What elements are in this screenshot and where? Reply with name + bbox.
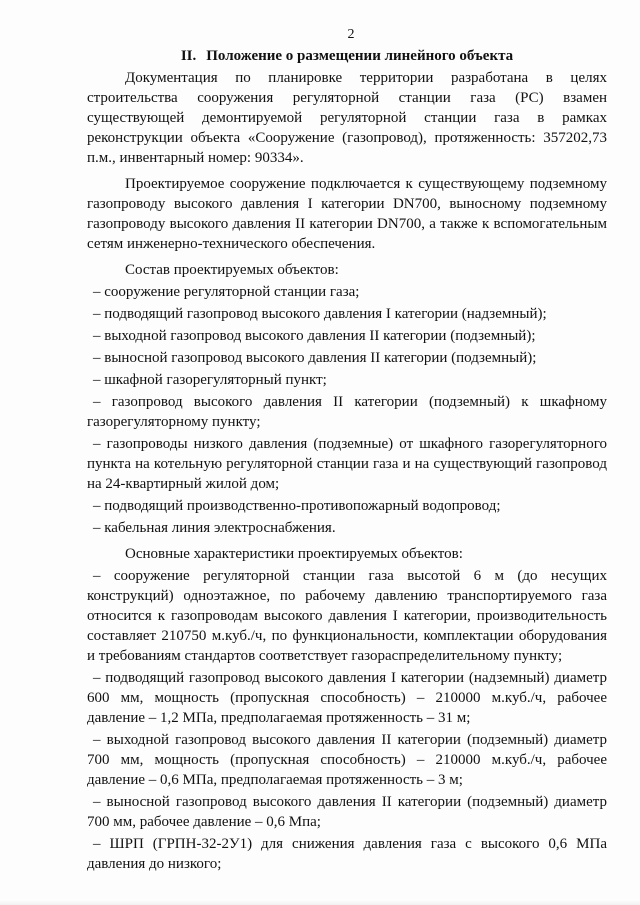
scan-bottom-edge (0, 899, 640, 905)
intro-paragraph: Документация по планировке территории разработана в целях строительства сооружения регуляторной станции газа (РС) взамен существующей демонтируемой регуляторной станции газа в рамках реконструкции объекта «Сооружение (газопровод), протяженность: 357202,73 п.м., инвентарный номер: 90334». (87, 70, 607, 166)
composition-item-7: – газопроводы низкого давления (подземные) от шкафного газорегуляторного пункта на котельную регуляторной станции газа и на существующий газопровод на 24-квартирный жилой дом; (87, 436, 607, 492)
characteristics-item-4: – выносной газопровод высокого давления II категории (подземный) диаметр 700 мм, рабочее давление – 0,6 Мпа; (87, 794, 607, 830)
characteristics-heading: Основные характеристики проектируемых объектов: (125, 546, 463, 562)
page-number: 2 (347, 27, 355, 42)
connection-paragraph: Проектируемое сооружение подключается к существующему подземному газопроводу высокого давления I категории DN700, выносному подземному газопроводу высокого давления II категории DN700, а также к вспомогательным сетям инженерно-технического обеспечения. (87, 176, 607, 252)
characteristics-item-1: – сооружение регуляторной станции газа высотой 6 м (до несущих конструкций) одноэтажное, по рабочему давлению транспортируемого газа относится к газопроводам высокого давления I категории, производительность составляет 210750 м.куб./ч, по функциональности, комплектации оборудования и требованиям стандартов соответствует газораспределительному пункту; (87, 568, 607, 664)
characteristics-item-3: – выходной газопровод высокого давления II категории (подземный) диаметр 700 мм, мощность (пропускная способность) – 210000 м.куб./ч, рабочее давление – 0,6 МПа, предполагаемая протяженность – 3 м; (87, 732, 607, 788)
composition-heading: Состав проектируемых объектов: (125, 262, 339, 278)
characteristics-item-2: – подводящий газопровод высокого давления I категории (надземный) диаметр 600 мм, мощность (пропускная способность) – 210000 м.куб./ч, рабочее давление – 1,2 МПа, предполагаемая протяженность – 31 м; (87, 670, 607, 726)
section-heading (87, 46, 607, 66)
characteristics-item-5: – ШРП (ГРПН-32-2У1) для снижения давления газа с высокого 0,6 МПа давления до низкого; (87, 836, 607, 872)
composition-item-2: – подводящий газопровод высокого давления I категории (надземный); (93, 306, 547, 322)
section-number: II. (180, 48, 197, 64)
composition-item-4: – выносной газопровод высокого давления II категории (подземный); (93, 350, 537, 366)
composition-item-5: – шкафной газорегуляторный пункт; (93, 372, 327, 388)
composition-item-1: – сооружение регуляторной станции газа; (93, 284, 360, 300)
composition-item-6: – газопровод высокого давления II категории (подземный) к шкафному газорегуляторному пункту; (87, 394, 607, 430)
composition-item-9: – кабельная линия электроснабжения. (93, 520, 336, 536)
composition-item-3: – выходной газопровод высокого давления II категории (подземный); (93, 328, 536, 344)
composition-item-8: – подводящий производственно-противопожарный водопровод; (93, 498, 501, 514)
section-title: Положение о размещении линейного объекта (206, 48, 514, 64)
document-body (87, 26, 607, 874)
